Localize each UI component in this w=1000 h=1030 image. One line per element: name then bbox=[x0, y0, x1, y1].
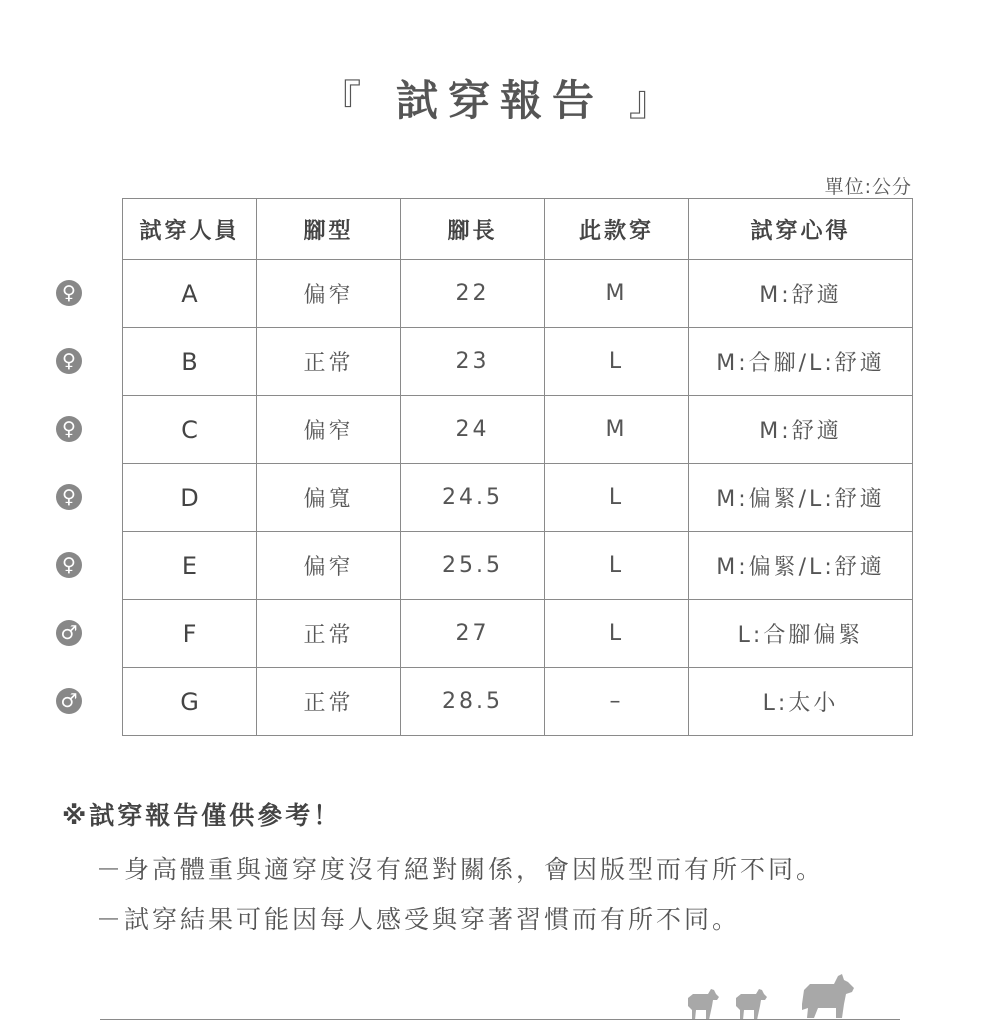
cell-person: D bbox=[123, 464, 257, 532]
note-line: －身高體重與適穿度沒有絕對關係，會因版型而有所不同。 bbox=[96, 855, 825, 884]
table-row bbox=[123, 260, 913, 328]
cell-size: L bbox=[545, 532, 689, 600]
female-icon: ♀ bbox=[56, 280, 82, 306]
page-title bbox=[0, 68, 1000, 128]
header-size: 此款穿 bbox=[545, 199, 689, 260]
cell-size: M bbox=[545, 260, 689, 328]
cell-feedback: M:偏緊/L:舒適 bbox=[689, 464, 913, 532]
cell-size: M bbox=[545, 396, 689, 464]
male-icon: ♂ bbox=[56, 688, 82, 714]
cell-foot-type: 偏窄 bbox=[257, 260, 401, 328]
female-icon: ♀ bbox=[56, 416, 82, 442]
cell-foot-length: 25.5 bbox=[401, 532, 545, 600]
dog-silhouettes bbox=[684, 964, 864, 1024]
header-foot-length: 腳長 bbox=[401, 199, 545, 260]
title-close-bracket: 』 bbox=[628, 76, 681, 125]
cell-person: E bbox=[123, 532, 257, 600]
cell-size: L bbox=[545, 600, 689, 668]
cell-feedback: L:合腳偏緊 bbox=[689, 600, 913, 668]
header-person: 試穿人員 bbox=[123, 199, 257, 260]
cell-feedback: M:舒適 bbox=[689, 260, 913, 328]
cell-person: B bbox=[123, 328, 257, 396]
note-line: －試穿結果可能因每人感受與穿著習慣而有所不同。 bbox=[96, 905, 741, 934]
cell-foot-length: 27 bbox=[401, 600, 545, 668]
dog-icon bbox=[688, 989, 719, 1020]
header-foot-type: 腳型 bbox=[257, 199, 401, 260]
cell-feedback: M:合腳/L:舒適 bbox=[689, 328, 913, 396]
table-row bbox=[123, 328, 913, 396]
notes-heading: ※試穿報告僅供參考！ bbox=[62, 801, 342, 830]
female-icon: ♀ bbox=[56, 552, 82, 578]
cell-foot-type: 正常 bbox=[257, 600, 401, 668]
cell-foot-length: 24 bbox=[401, 396, 545, 464]
female-icon: ♀ bbox=[56, 484, 82, 510]
cell-foot-type: 偏寬 bbox=[257, 464, 401, 532]
table-row bbox=[123, 464, 913, 532]
male-icon: ♂ bbox=[56, 620, 82, 646]
cell-person: F bbox=[123, 600, 257, 668]
cell-foot-type: 偏窄 bbox=[257, 396, 401, 464]
cell-person: G bbox=[123, 668, 257, 736]
dog-icon bbox=[802, 974, 854, 1018]
cell-foot-length: 28.5 bbox=[401, 668, 545, 736]
cell-feedback: L:太小 bbox=[689, 668, 913, 736]
cell-size: – bbox=[545, 668, 689, 736]
table-row bbox=[123, 600, 913, 668]
table-row bbox=[123, 396, 913, 464]
table-row bbox=[123, 668, 913, 736]
cell-foot-type: 正常 bbox=[257, 668, 401, 736]
cell-foot-length: 24.5 bbox=[401, 464, 545, 532]
cell-foot-length: 22 bbox=[401, 260, 545, 328]
female-icon: ♀ bbox=[56, 348, 82, 374]
table-row bbox=[123, 532, 913, 600]
cell-foot-type: 偏窄 bbox=[257, 532, 401, 600]
dog-icon bbox=[736, 989, 767, 1020]
cell-feedback: M:舒適 bbox=[689, 396, 913, 464]
title-open-bracket: 『 bbox=[319, 76, 372, 125]
cell-foot-length: 23 bbox=[401, 328, 545, 396]
cell-foot-type: 正常 bbox=[257, 328, 401, 396]
header-feedback: 試穿心得 bbox=[689, 199, 913, 260]
unit-label: 單位:公分 bbox=[824, 176, 912, 198]
fitting-report-table bbox=[122, 198, 913, 736]
title-text: 試穿報告 bbox=[395, 76, 604, 125]
notes-section bbox=[62, 796, 824, 936]
cell-person: A bbox=[123, 260, 257, 328]
bottom-divider bbox=[100, 1019, 900, 1020]
cell-size: L bbox=[545, 328, 689, 396]
cell-size: L bbox=[545, 464, 689, 532]
cell-feedback: M:偏緊/L:舒適 bbox=[689, 532, 913, 600]
table-header-row bbox=[123, 199, 913, 260]
cell-person: C bbox=[123, 396, 257, 464]
